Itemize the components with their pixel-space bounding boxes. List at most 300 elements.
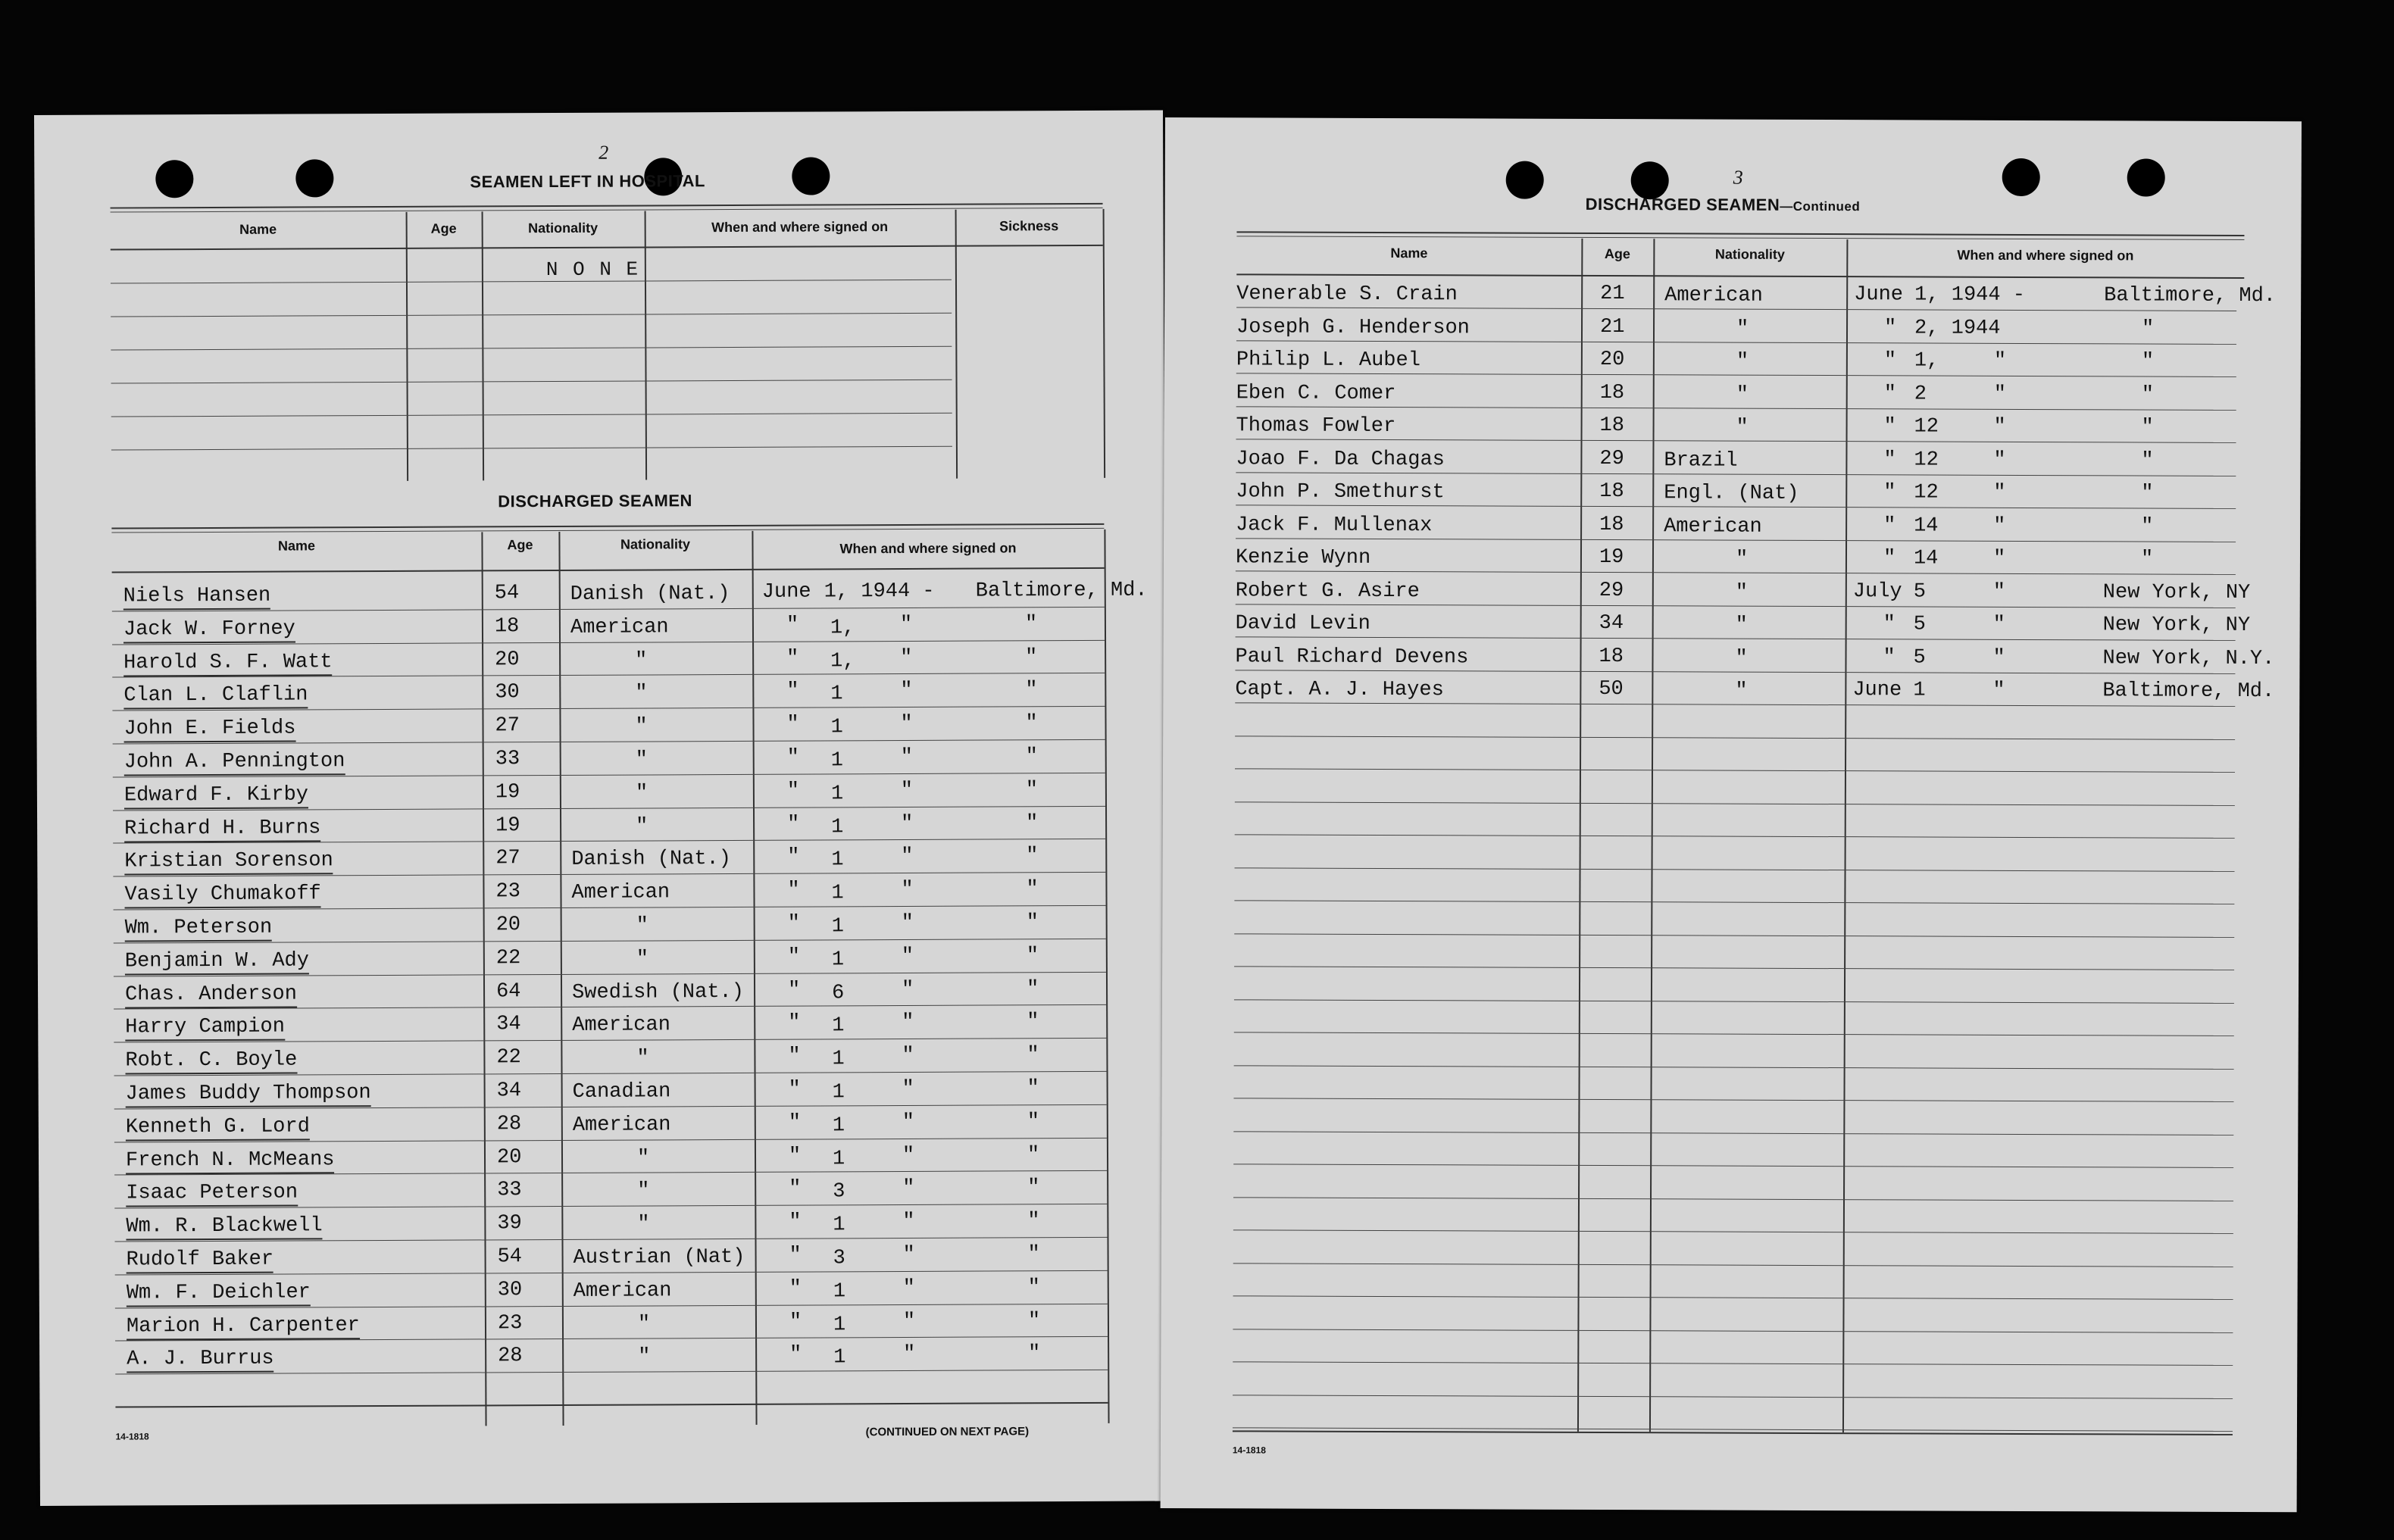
- seaman-name: Wm. Peterson: [125, 918, 273, 942]
- row-rule: [1235, 801, 2235, 806]
- signed-on-place: New York, N.Y.: [2102, 646, 2275, 670]
- seaman-name: Isaac Peterson: [126, 1183, 298, 1207]
- column-header: When and where signed on: [839, 540, 1017, 557]
- table-row: [112, 578, 1148, 616]
- ditto-mark: ": [900, 646, 913, 670]
- signed-on-day: 14: [1914, 514, 1939, 538]
- seaman-age: 54: [494, 582, 520, 605]
- signed-on-month: ": [1883, 645, 1896, 669]
- seaman-age: 27: [495, 847, 520, 870]
- seaman-name: Harold S. F. Watt: [123, 652, 333, 676]
- seaman-name: Joao F. Da Chagas: [1236, 447, 1445, 471]
- signed-on-month: ": [787, 912, 800, 936]
- ditto-mark: ": [1025, 712, 1038, 736]
- seaman-nationality: ": [635, 748, 648, 772]
- ditto-mark: ": [1027, 1176, 1040, 1200]
- page-number: 2: [598, 141, 609, 164]
- row-rule: [111, 380, 952, 384]
- column-header: Name: [239, 221, 277, 237]
- ditto-mark: ": [1025, 779, 1039, 802]
- none-entry: N O N E: [545, 258, 640, 282]
- signed-on-place: ": [2141, 514, 2154, 539]
- seaman-age: 33: [495, 748, 520, 771]
- signed-on-day: 1: [830, 716, 843, 739]
- signed-on-day: 1: [831, 815, 844, 839]
- signed-on-day: 1,: [830, 649, 855, 673]
- header-rule: [1236, 273, 2244, 279]
- seaman-name: Harry Campion: [125, 1017, 285, 1042]
- table-row: [113, 876, 1105, 914]
- ditto-mark: ": [1992, 679, 2005, 702]
- signed-on-month: ": [786, 614, 799, 637]
- seaman-nationality: ": [1736, 317, 1749, 341]
- ditto-mark: ": [1993, 383, 2006, 406]
- seaman-nationality: Austrian (Nat): [573, 1245, 745, 1270]
- signed-on-month: ": [789, 1177, 802, 1201]
- seaman-age: 34: [1599, 612, 1624, 636]
- signed-on-day: 1: [831, 882, 844, 905]
- seaman-nationality: Canadian: [572, 1080, 671, 1104]
- row-rule: [1233, 1329, 2233, 1333]
- seaman-name: Philip L. Aubel: [1236, 348, 1420, 373]
- discharged-continued-table: [1233, 231, 2277, 1435]
- seaman-nationality: American: [570, 616, 669, 639]
- row-rule: [111, 313, 952, 317]
- ditto-mark: ": [1025, 645, 1038, 669]
- signed-on-month: ": [1883, 481, 1896, 504]
- ditto-mark: ": [1027, 1243, 1040, 1267]
- signed-on-day: 12: [1914, 481, 1939, 504]
- seaman-age: 20: [496, 1145, 522, 1169]
- seaman-name: Kristian Sorenson: [124, 851, 333, 876]
- signed-on-day: 1: [831, 848, 844, 872]
- row-rule: [1234, 999, 2234, 1004]
- signed-on-month: ": [788, 1045, 801, 1068]
- ditto-mark: ": [902, 1144, 915, 1167]
- seaman-nationality: American: [572, 1014, 670, 1038]
- ditto-mark: ": [903, 1343, 916, 1367]
- seaman-nationality: American: [572, 1114, 671, 1137]
- row-rule: [1233, 1229, 2233, 1234]
- ditto-mark: ": [1993, 448, 2006, 472]
- table-row: [113, 744, 1105, 782]
- signed-on-month: ": [789, 1343, 802, 1367]
- seaman-name: Joseph G. Henderson: [1236, 315, 1470, 339]
- table-row: [1236, 278, 2277, 314]
- table-row: [1236, 476, 2243, 512]
- ditto-mark: ": [1027, 1309, 1041, 1332]
- table-row: [1236, 410, 2244, 446]
- seaman-age: 18: [494, 615, 520, 639]
- signed-on-month: ": [786, 679, 799, 704]
- seaman-name: Jack F. Mullenax: [1236, 513, 1433, 537]
- table-row: [1236, 542, 2243, 578]
- punch-hole: [1506, 161, 1544, 199]
- ditto-mark: ": [1993, 481, 2006, 504]
- signed-on-day: 1: [830, 749, 843, 773]
- signed-on-day: 5: [1913, 645, 1926, 670]
- signed-on-month: ": [788, 1011, 801, 1036]
- table-row: [112, 611, 1105, 649]
- table-row: [1236, 377, 2244, 414]
- table-row: [114, 1208, 1107, 1246]
- seaman-age: 21: [1599, 315, 1625, 339]
- seaman-nationality: ": [635, 782, 649, 805]
- seaman-nationality: ": [636, 948, 649, 971]
- seaman-age: 23: [495, 880, 520, 904]
- signed-on-month: ": [786, 647, 799, 670]
- table-top-rule: [111, 208, 1103, 213]
- seaman-age: 18: [1599, 381, 1625, 405]
- page-number: 3: [1733, 166, 1743, 189]
- seaman-age: 22: [496, 1046, 521, 1070]
- signed-on-place: Baltimore, Md.: [2102, 679, 2275, 704]
- ditto-mark: ": [902, 1110, 915, 1134]
- seaman-name: Eben C. Comer: [1236, 381, 1396, 405]
- seaman-nationality: ": [1735, 581, 1749, 604]
- signed-on-place: ": [2141, 350, 2155, 373]
- seaman-age: 28: [498, 1345, 523, 1368]
- seaman-name: Robert G. Asire: [1235, 579, 1420, 603]
- signed-on-day: 2: [1914, 382, 1927, 406]
- signed-on-month: ": [787, 979, 801, 1002]
- seaman-name: Marion H. Carpenter: [127, 1316, 360, 1340]
- table-row: [112, 677, 1105, 715]
- seaman-name: John E. Fields: [123, 719, 295, 743]
- row-rule: [1233, 1395, 2233, 1399]
- seaman-name: Chas. Anderson: [125, 984, 297, 1008]
- ditto-mark: ": [1992, 547, 2006, 570]
- seaman-age: 29: [1599, 447, 1624, 470]
- signed-on-place: ": [2141, 317, 2155, 341]
- continued-section-title: [1586, 195, 1861, 215]
- signed-on-month: ": [789, 1244, 802, 1267]
- ditto-mark: ": [901, 879, 914, 902]
- ditto-mark: ": [902, 1045, 914, 1068]
- table-row: [115, 1341, 1108, 1379]
- table-row: [114, 1042, 1106, 1080]
- signed-on-day: 1: [831, 915, 844, 939]
- ditto-mark: ": [1026, 845, 1039, 868]
- column-divider: [645, 211, 648, 479]
- column-divider: [406, 212, 409, 481]
- ditto-mark: ": [900, 713, 913, 736]
- ditto-mark: ": [900, 779, 914, 802]
- seaman-age: 20: [495, 914, 521, 937]
- ditto-mark: ": [902, 1011, 914, 1035]
- row-rule: [1235, 768, 2235, 773]
- column-header: When and where signed on: [711, 219, 889, 236]
- hospital-section-title: SEAMEN LEFT IN HOSPITAL: [470, 171, 705, 192]
- right-page: [1161, 117, 2302, 1512]
- table-row: [1235, 641, 2275, 677]
- signed-on-day: 3: [833, 1247, 845, 1270]
- ditto-mark: ": [1025, 679, 1038, 702]
- signed-on-month: ": [786, 746, 799, 770]
- ditto-mark: ": [1993, 349, 2007, 373]
- seaman-name: Venerable S. Crain: [1236, 283, 1458, 307]
- signed-on-day: 1: [832, 1014, 845, 1038]
- seaman-nationality: ": [1736, 416, 1749, 439]
- seaman-age: 18: [1599, 480, 1624, 504]
- column-header: Nationality: [1714, 246, 1785, 262]
- row-rule: [1235, 867, 2235, 872]
- header-rule: [111, 245, 1103, 251]
- seaman-age: 34: [496, 1013, 521, 1036]
- column-header: Name: [277, 538, 316, 554]
- row-rule: [1233, 1361, 2233, 1366]
- punch-hole: [295, 159, 333, 197]
- signed-on-month: ": [789, 1277, 802, 1301]
- seaman-age: 23: [497, 1311, 523, 1335]
- signed-on-day: 1: [832, 1048, 845, 1071]
- seaman-nationality: ": [636, 1047, 649, 1070]
- table-row: [114, 1076, 1107, 1114]
- column-header: Age: [507, 537, 533, 553]
- seaman-nationality: ": [635, 682, 648, 705]
- ditto-mark: ": [901, 978, 914, 1001]
- seaman-age: 19: [495, 781, 520, 804]
- signed-on-day: 1: [833, 1346, 846, 1370]
- seaman-age: 30: [497, 1279, 523, 1302]
- row-rule: [1233, 1197, 2233, 1201]
- table-row: [1236, 443, 2243, 479]
- signed-on-month: ": [1883, 613, 1896, 636]
- table-row: [113, 843, 1105, 881]
- signed-on-month: June: [761, 580, 811, 604]
- seaman-name: David Levin: [1235, 612, 1370, 636]
- seaman-nationality: ": [637, 1313, 651, 1336]
- signed-on-month: ": [786, 779, 800, 803]
- ditto-mark: ": [1992, 580, 2006, 604]
- signed-on-month: ": [1883, 349, 1897, 373]
- seaman-age: 39: [497, 1212, 522, 1235]
- signed-on-place: Baltimore, Md.: [2104, 284, 2277, 308]
- seaman-age: 20: [495, 648, 520, 671]
- column-header: Nationality: [620, 536, 691, 552]
- seaman-name: Edward F. Kirby: [124, 785, 308, 809]
- seaman-nationality: Brazil: [1664, 448, 1738, 473]
- signed-on-day: 1: [833, 1313, 846, 1337]
- seaman-nationality: Engl. (Nat): [1664, 482, 1799, 505]
- seaman-age: 18: [1599, 414, 1625, 438]
- ditto-mark: ": [1027, 1011, 1039, 1034]
- signed-on-day: 12: [1914, 448, 1939, 472]
- seaman-age: 33: [497, 1179, 522, 1202]
- row-rule: [1235, 834, 2235, 839]
- signed-on-month: ": [1883, 382, 1896, 405]
- signed-on-day: 1: [830, 683, 843, 706]
- signed-on-month: ": [787, 813, 800, 836]
- seaman-age: 29: [1599, 579, 1624, 602]
- continued-note: (CONTINUED ON NEXT PAGE): [865, 1425, 1030, 1439]
- signed-on-month: June: [1854, 283, 1904, 307]
- signed-on-month: June: [1852, 679, 1902, 702]
- column-header: Nationality: [528, 220, 598, 236]
- bottom-rule: [115, 1402, 1108, 1408]
- row-rule: [1234, 933, 2234, 938]
- row-rule: [111, 346, 952, 351]
- seaman-name: French N. McMeans: [126, 1150, 335, 1174]
- signed-on-day: 1: [831, 948, 845, 972]
- seaman-nationality: Danish (Nat.): [571, 848, 732, 872]
- seaman-name: Paul Richard Devens: [1235, 645, 1469, 669]
- table-row: [113, 777, 1105, 815]
- seaman-nationality: ": [1735, 647, 1748, 670]
- ditto-mark: ": [902, 1210, 915, 1234]
- signed-on-day: 1,: [830, 617, 855, 640]
- signed-on-month: ": [1883, 415, 1896, 439]
- signed-on-place: New York, NY: [2102, 580, 2251, 604]
- seaman-name: Jack W. Forney: [123, 619, 295, 643]
- header-rule: [112, 567, 1105, 573]
- signed-on-day: 2, 1944: [1914, 316, 2001, 340]
- signed-on-place: ": [2140, 548, 2154, 571]
- ditto-mark: ": [899, 613, 913, 636]
- seaman-age: 64: [495, 979, 521, 1003]
- seaman-nationality: Swedish (Nat.): [571, 980, 744, 1004]
- row-rule: [1233, 1164, 2233, 1168]
- hospital-table: [111, 203, 1105, 488]
- ditto-mark: ": [1026, 811, 1039, 835]
- signed-on-place: New York, NY: [2102, 614, 2251, 638]
- table-row: [115, 1242, 1108, 1279]
- table-row: [114, 1109, 1107, 1147]
- seaman-age: 20: [1599, 348, 1625, 372]
- form-number: 14-1818: [1232, 1445, 1266, 1456]
- seaman-name: Robt. C. Boyle: [125, 1051, 297, 1075]
- signed-on-month: ": [789, 1310, 802, 1334]
- table-row: [1236, 509, 2243, 545]
- signed-on-day: 1: [832, 1147, 845, 1171]
- seaman-age: 18: [1599, 513, 1624, 536]
- seaman-age: 19: [1599, 546, 1624, 570]
- row-rule: [1234, 900, 2234, 904]
- seaman-name: Thomas Fowler: [1236, 414, 1396, 439]
- ditto-mark: ": [902, 1276, 916, 1300]
- seaman-nationality: ": [1735, 614, 1748, 637]
- seaman-age: 27: [495, 714, 520, 738]
- table-row: [114, 1009, 1106, 1047]
- row-rule: [1234, 1032, 2234, 1036]
- seaman-nationality: ": [636, 1147, 650, 1170]
- seaman-nationality: American: [571, 881, 670, 905]
- row-rule: [111, 413, 952, 417]
- ditto-mark: ": [901, 911, 914, 936]
- signed-on-day: 14: [1913, 547, 1939, 570]
- table-row: [114, 943, 1106, 981]
- table-row: [112, 711, 1105, 748]
- table-row: [115, 1307, 1108, 1345]
- ditto-mark: ": [1992, 613, 2005, 636]
- signed-on-day: 1: [832, 1114, 845, 1138]
- ditto-mark: ": [1993, 514, 2006, 538]
- seaman-age: 28: [496, 1113, 522, 1136]
- signed-on-day: 6: [832, 981, 845, 1005]
- form-number: 14-1818: [115, 1431, 149, 1442]
- seaman-name: John A. Pennington: [124, 751, 345, 776]
- discharged-section-title: DISCHARGED SEAMEN: [498, 491, 692, 511]
- signed-on-day: 12: [1914, 415, 1939, 439]
- table-row: [113, 810, 1105, 848]
- signed-on-day: 1: [830, 782, 844, 806]
- ditto-mark: ": [1026, 911, 1039, 935]
- seaman-nationality: American: [573, 1279, 672, 1303]
- column-header: When and where signed on: [1957, 247, 2134, 264]
- row-rule: [1233, 1263, 2233, 1267]
- table-row: [114, 976, 1106, 1014]
- column-divider: [955, 210, 958, 479]
- ditto-mark: ": [1992, 646, 2005, 670]
- seaman-age: 30: [495, 681, 520, 704]
- ditto-mark: ": [1993, 415, 2006, 439]
- table-row: [1236, 311, 2244, 348]
- ditto-mark: ": [1026, 878, 1039, 901]
- signed-on-month: July: [1852, 579, 1902, 603]
- seaman-name: Benjamin W. Ady: [125, 951, 309, 975]
- row-rule: [1234, 966, 2234, 970]
- seaman-nationality: ": [1735, 548, 1749, 571]
- punch-hole: [792, 157, 830, 195]
- column-header: Age: [430, 220, 457, 236]
- seaman-age: 21: [1600, 283, 1625, 306]
- row-rule: [1233, 1131, 2233, 1135]
- table-top-rule: [1236, 231, 2244, 236]
- column-header: Sickness: [999, 218, 1059, 234]
- seaman-age: 34: [496, 1079, 522, 1103]
- ditto-mark: ": [902, 1077, 914, 1101]
- section-title-text: DISCHARGED SEAMEN: [1585, 194, 1780, 214]
- signed-on-day: 1: [832, 1081, 845, 1104]
- signed-on-day: 1, 1944 -: [824, 579, 935, 604]
- ditto-mark: ": [1025, 745, 1038, 769]
- ditto-mark: ": [901, 845, 914, 869]
- table-row: [114, 1142, 1107, 1179]
- ditto-mark: ": [1027, 1276, 1041, 1300]
- seaman-name: Richard H. Burns: [124, 818, 320, 842]
- seaman-name: Kenneth G. Lord: [126, 1117, 310, 1141]
- table-row: [1235, 608, 2251, 644]
- ditto-mark: ": [1026, 945, 1039, 968]
- row-rule: [1234, 1065, 2234, 1070]
- seaman-name: Capt. A. J. Hayes: [1235, 678, 1444, 702]
- table-row: [112, 644, 1105, 682]
- table-top-rule: [111, 528, 1104, 533]
- discharged-table: [111, 523, 1148, 1429]
- seaman-nationality: ": [1736, 350, 1749, 373]
- signed-on-month: ": [1883, 514, 1896, 537]
- signed-on-month: ": [789, 1210, 802, 1234]
- ditto-mark: ": [900, 745, 913, 770]
- column-divider: [1103, 209, 1106, 478]
- section-title-suffix: —Continued: [1780, 198, 1861, 214]
- row-rule: [111, 446, 952, 451]
- seaman-age: 18: [1599, 645, 1624, 668]
- ditto-mark: ": [1024, 613, 1038, 636]
- ditto-mark: ": [901, 945, 914, 968]
- ditto-mark: ": [900, 679, 913, 703]
- signed-on-place: ": [2141, 416, 2154, 439]
- signed-on-day: 1, 1944 -: [1914, 283, 2026, 307]
- row-rule: [111, 280, 952, 284]
- signed-on-month: ": [788, 1145, 802, 1168]
- column-header: Name: [1390, 245, 1428, 261]
- seaman-age: 22: [495, 947, 521, 970]
- seaman-name: Vasily Chumakoff: [124, 885, 320, 909]
- table-row: [1235, 575, 2251, 611]
- punch-hole: [2127, 158, 2165, 196]
- seaman-name: Niels Hansen: [123, 586, 271, 611]
